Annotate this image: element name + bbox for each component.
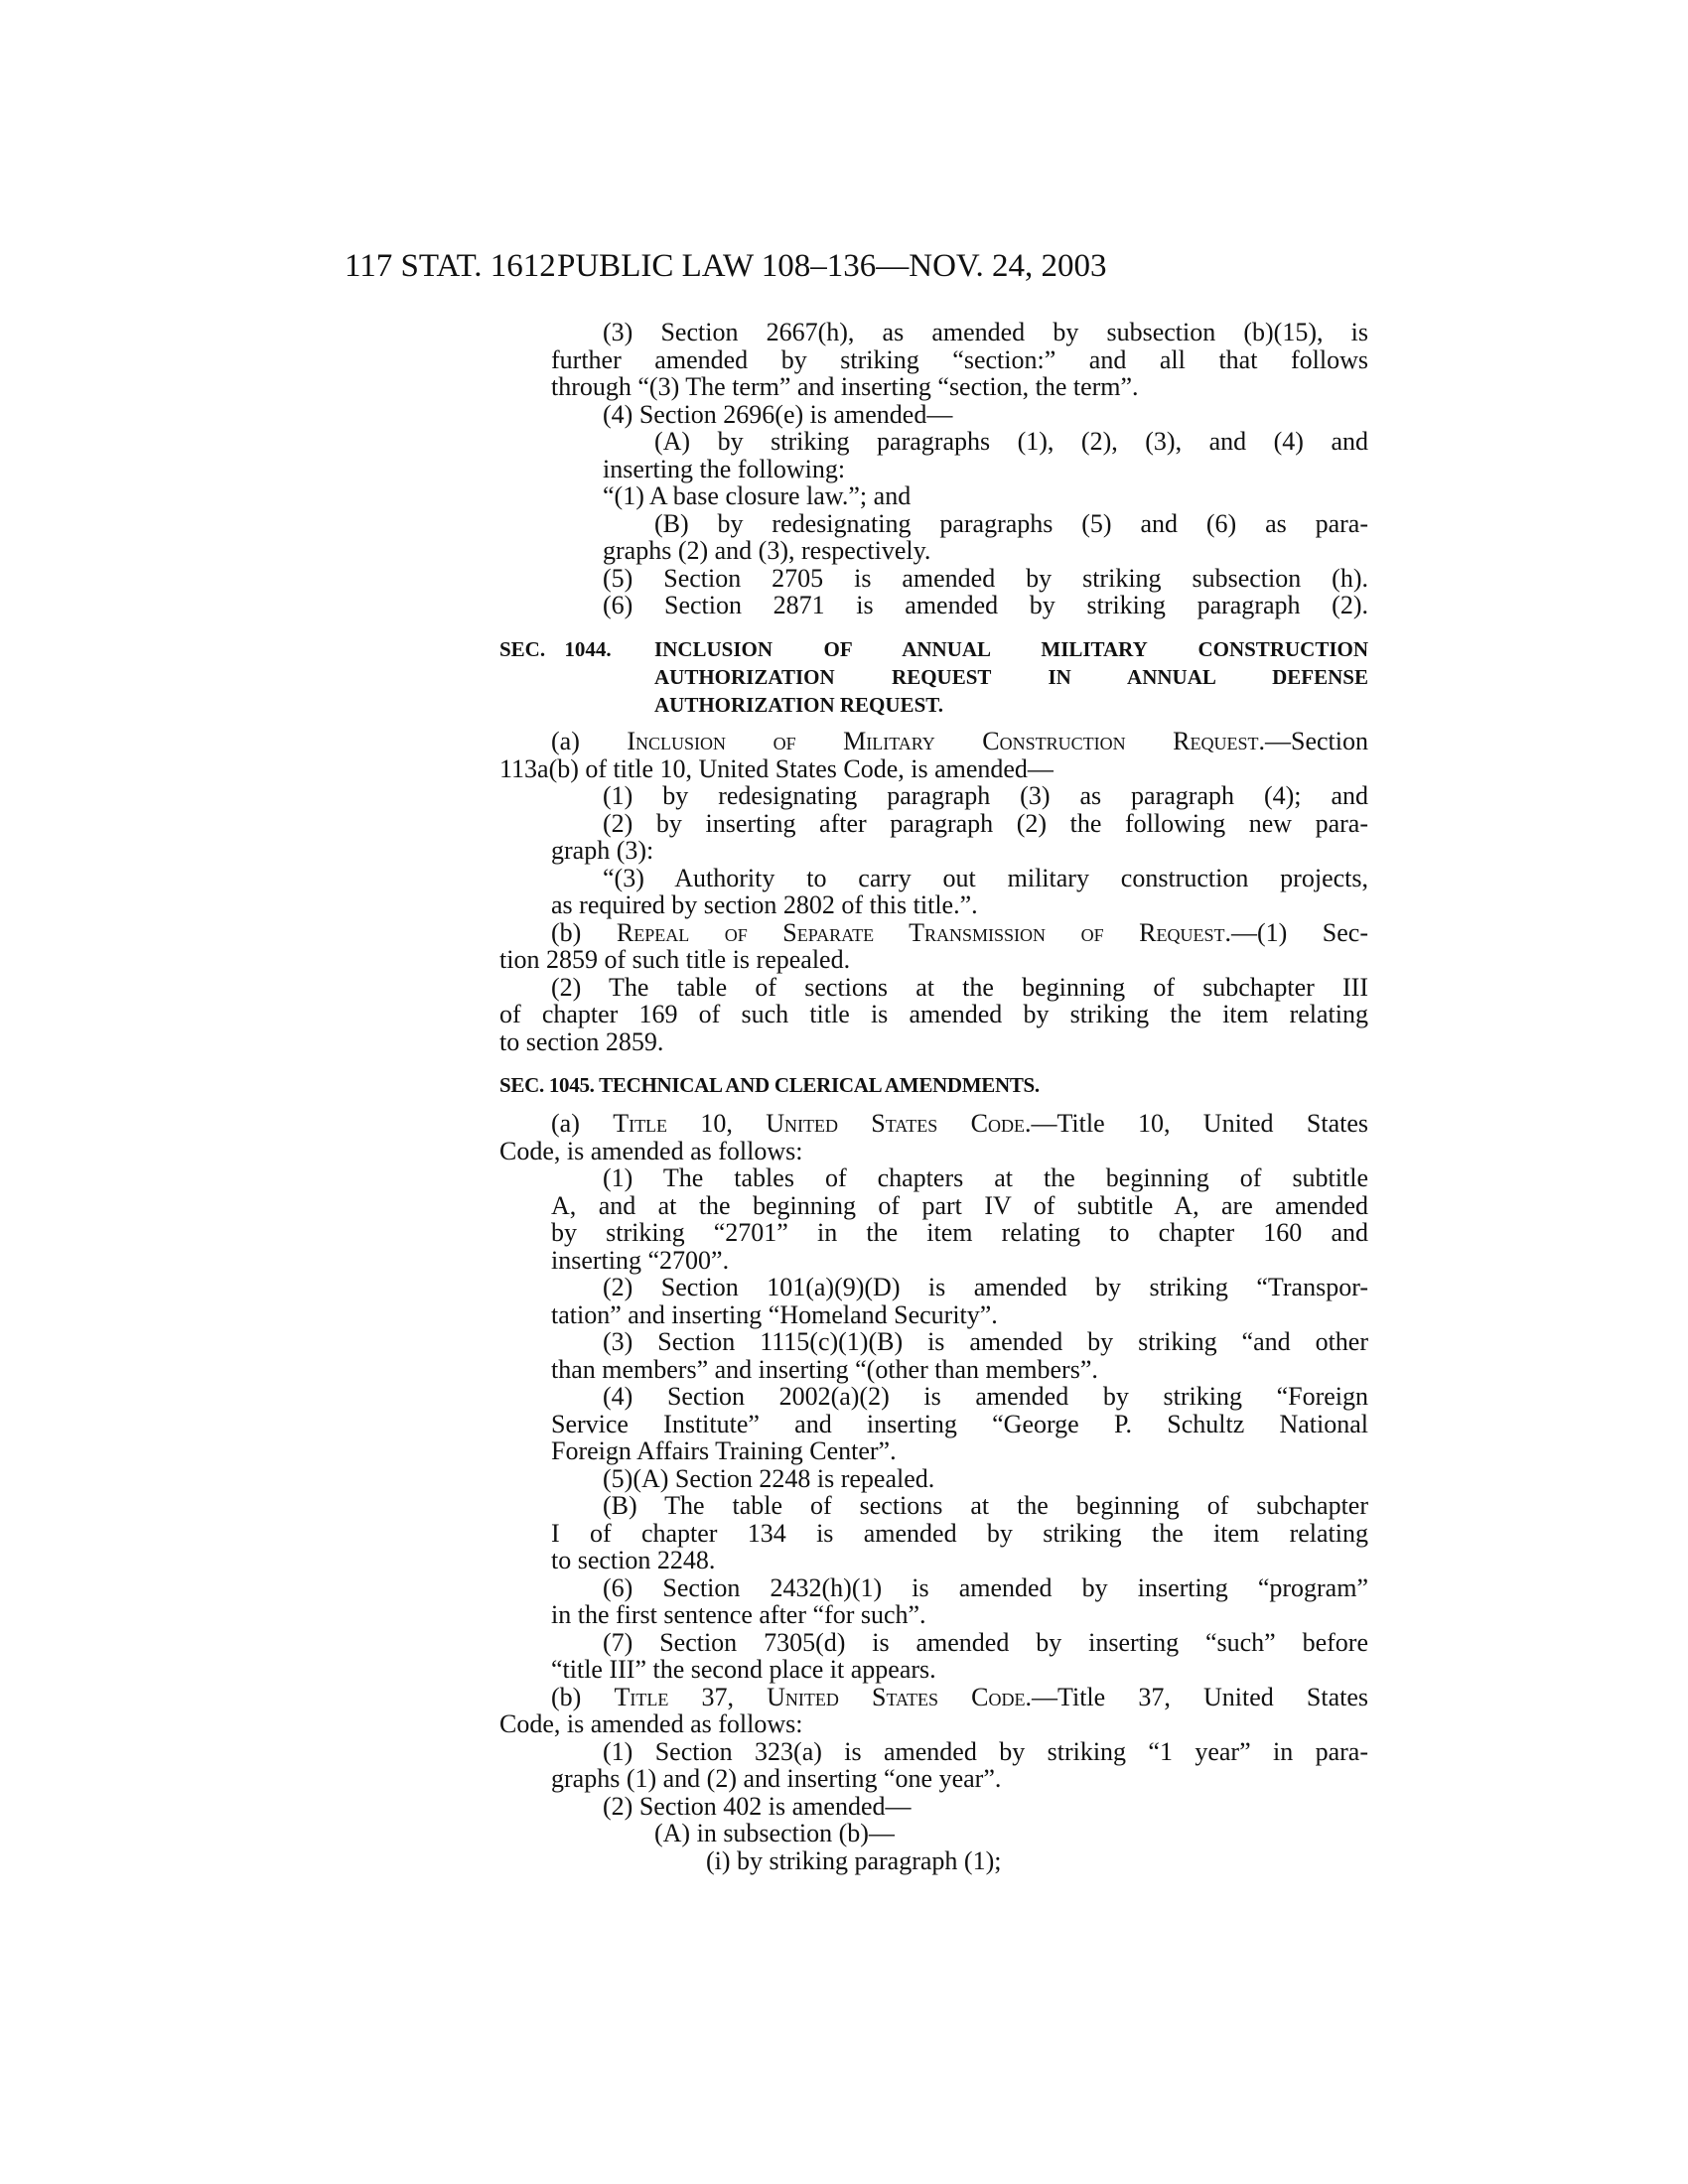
text-segment: (a) — [551, 727, 628, 755]
text-line: of chapter 169 of such title is amended by striking the item relating — [499, 1000, 1368, 1028]
paragraph — [499, 565, 1368, 593]
paragraph — [499, 1820, 1368, 1847]
text-line: tion 2859 of such title is repealed. — [499, 945, 851, 974]
text-line: (2) by inserting after paragraph (2) the following new para- — [603, 808, 1368, 838]
paragraph — [499, 319, 1368, 401]
section-title-line: AUTHORIZATION REQUEST. — [654, 693, 943, 717]
paragraph — [499, 1164, 1368, 1274]
text-line — [551, 1110, 1368, 1138]
paragraph — [499, 782, 1368, 810]
text-line: Code, is amended as follows: — [499, 1136, 803, 1165]
paragraph — [499, 1110, 1368, 1164]
subsection-heading: Repeal of Separate Transmission of Request — [616, 917, 1225, 947]
paragraph — [499, 510, 1368, 565]
section-title-line: INCLUSION OF ANNUAL MILITARY CONSTRUCTION — [654, 637, 1368, 661]
paragraph — [499, 810, 1368, 865]
text-line: (4) Section 2696(e) is amended— — [603, 399, 953, 429]
text-line: (5)(A) Section 2248 is repealed. — [603, 1463, 935, 1493]
text-line: tation” and inserting “Homeland Security”. — [551, 1299, 998, 1329]
text-line: (2) The table of sections at the beginning of subchapter III — [551, 972, 1368, 1002]
section-1045-body — [499, 1110, 1368, 1874]
text-line: by striking “2701” in the item relating to chapter 160 and — [551, 1218, 1368, 1247]
text-line: graphs (2) and (3), respectively. — [603, 536, 931, 565]
text-line: to section 2859. — [499, 1026, 664, 1056]
paragraph — [499, 1738, 1368, 1793]
text-segment: (b) — [551, 917, 617, 947]
text-line: “(3) Authority to carry out military construction projects, — [603, 863, 1368, 892]
section-title — [654, 635, 1368, 719]
text-line: graph (3): — [551, 836, 654, 865]
text-line: (A) in subsection (b)— — [654, 1819, 895, 1847]
paragraph — [499, 482, 1368, 510]
text-line: (1) by redesignating paragraph (3) as paragraph (4); and — [603, 781, 1368, 810]
text-line: (3) Section 2667(h), as amended by subsection (b)(15), is — [603, 318, 1368, 346]
text-line: A, and at the beginning of part IV of subtitle A, are amended — [551, 1190, 1368, 1220]
text-line: graphs (1) and (2) and inserting “one year”. — [551, 1764, 1002, 1793]
paragraph — [499, 428, 1368, 482]
text-line: Code, is amended as follows: — [499, 1709, 803, 1738]
paragraph — [499, 1274, 1368, 1328]
paragraph — [499, 728, 1368, 782]
text-line: “(1) A base closure law.”; and — [603, 481, 912, 510]
text-line: (6) Section 2871 is amended by striking paragraph (2). — [603, 591, 1368, 619]
section-title-line: AUTHORIZATION REQUEST IN ANNUAL DEFENSE — [654, 665, 1368, 689]
text-line: (1) Section 323(a) is amended by striking “1 year” in para- — [603, 1736, 1368, 1766]
text-line: (3) Section 1115(c)(1)(B) is amended by striking “and other — [603, 1327, 1368, 1356]
paragraph — [499, 1328, 1368, 1383]
paragraph — [499, 1465, 1368, 1493]
section-heading-1044 — [499, 635, 1368, 719]
text-line — [551, 1684, 1368, 1711]
statute-page-reference: 117 STAT. 1612 — [345, 248, 556, 284]
section-heading-1045: SEC. 1045. TECHNICAL AND CLERICAL AMENDMENTS. — [499, 1073, 1040, 1097]
text-line: inserting “2700”. — [551, 1245, 730, 1275]
text-line: in the first sentence after “for such”. — [551, 1600, 926, 1629]
text-line: through “(3) The term” and inserting “section, the term”. — [551, 372, 1139, 401]
text-line: I of chapter 134 is amended by striking the item relating — [551, 1518, 1368, 1548]
text-line: further amended by striking “section:” and all that follows — [551, 344, 1368, 374]
paragraph — [499, 401, 1368, 429]
text-line: (B) The table of sections at the beginning of subchapter — [603, 1491, 1368, 1520]
text-line: (2) Section 402 is amended— — [603, 1791, 912, 1821]
subsection-heading: Title 10, United States Code — [613, 1109, 1025, 1138]
text-line: 113a(b) of title 10, United States Code, is amended— — [499, 753, 1054, 783]
running-header-title: PUBLIC LAW 108–136—NOV. 24, 2003 — [557, 248, 1107, 284]
paragraph — [499, 1492, 1368, 1574]
paragraph — [499, 1793, 1368, 1821]
text-line: (4) Section 2002(a)(2) is amended by striking “Foreign — [603, 1382, 1368, 1411]
text-line — [551, 919, 1368, 947]
text-segment: .—Section — [1258, 727, 1369, 755]
text-line: than members” and inserting “(other than members”. — [551, 1354, 1098, 1384]
subsection-heading: Title 37, United States Code — [614, 1682, 1026, 1711]
text-line: inserting the following: — [603, 454, 846, 483]
text-line: (7) Section 7305(d) is amended by inserting “such” before — [603, 1627, 1368, 1657]
paragraph — [499, 919, 1368, 974]
text-line: (i) by striking paragraph (1); — [706, 1845, 1002, 1875]
paragraph — [499, 1629, 1368, 1684]
paragraph — [499, 1574, 1368, 1629]
text-line: (1) The tables of chapters at the beginning of subtitle — [603, 1163, 1368, 1192]
text-line: (B) by redesignating paragraphs (5) and (6) as para- — [654, 508, 1368, 538]
text-line: to section 2248. — [551, 1546, 716, 1574]
paragraph — [499, 1847, 1368, 1875]
text-line: Service Institute” and inserting “George P. Schultz National — [551, 1409, 1368, 1438]
section-1043-continuation — [499, 319, 1368, 619]
text-segment: .—Title 10, United States — [1024, 1109, 1368, 1138]
text-segment: (a) — [551, 1109, 614, 1138]
paragraph — [499, 1383, 1368, 1465]
text-line: (A) by striking paragraphs (1), (2), (3), and (4) and — [654, 427, 1368, 456]
section-1044-body — [499, 728, 1368, 1055]
paragraph — [499, 865, 1368, 919]
text-line: (2) Section 101(a)(9)(D) is amended by striking “Transpor- — [603, 1273, 1368, 1301]
paragraph — [499, 592, 1368, 619]
paragraph — [499, 974, 1368, 1056]
text-segment: (b) — [551, 1682, 615, 1711]
text-line: (6) Section 2432(h)(1) is amended by inserting “program” — [603, 1572, 1368, 1602]
text-line: “title III” the second place it appears. — [551, 1655, 936, 1684]
paragraph — [499, 1684, 1368, 1738]
text-line: Foreign Affairs Training Center”. — [551, 1436, 897, 1465]
text-line — [551, 728, 1368, 755]
text-line: (5) Section 2705 is amended by striking subsection (h). — [603, 563, 1368, 593]
subsection-heading: Inclusion of Military Construction Request — [627, 727, 1259, 755]
section-number: SEC. 1044. — [499, 637, 612, 661]
text-segment: .—Title 37, United States — [1025, 1682, 1368, 1711]
text-segment: .—(1) Sec- — [1224, 917, 1368, 947]
text-line: as required by section 2802 of this title.”. — [551, 890, 978, 919]
